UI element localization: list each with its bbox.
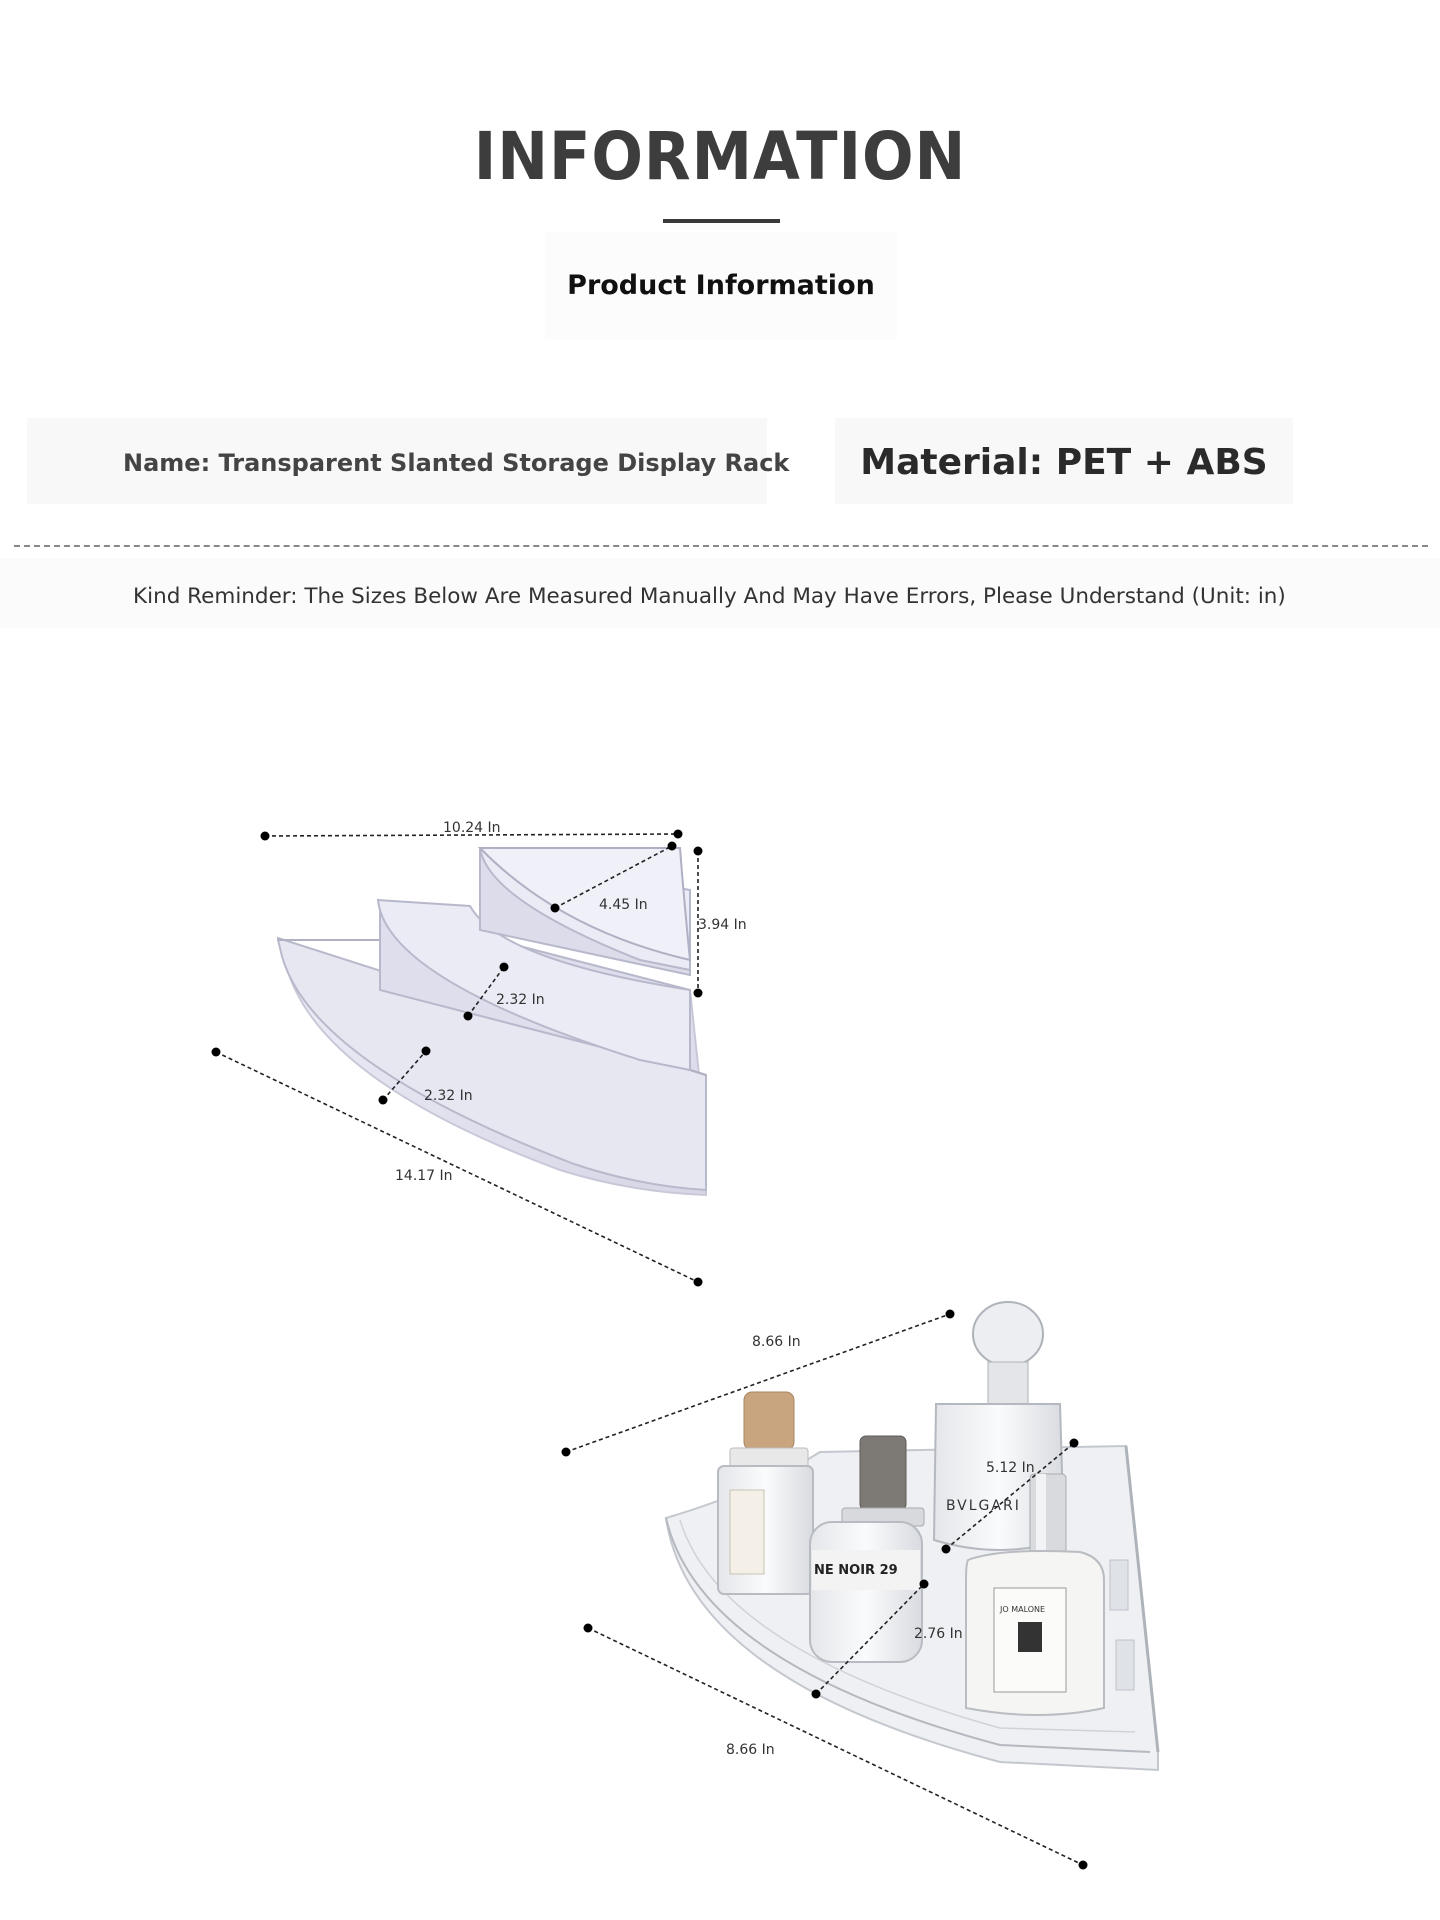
bottle-3-label: BVLGARI <box>946 1498 1021 1514</box>
rack-step-1-label: 2.32 In <box>496 992 545 1008</box>
measurement-reminder: Kind Reminder: The Sizes Below Are Measured Manually And May Have Errors, Please Understand (Unit: in) <box>133 584 1286 609</box>
tray-side-back-label: 8.66 In <box>752 1334 801 1350</box>
tray-side-front-label: 8.66 In <box>726 1742 775 1758</box>
page-title: INFORMATION <box>473 118 967 195</box>
tray-height-label: 5.12 In <box>986 1460 1035 1476</box>
section-subtitle: Product Information <box>567 270 875 301</box>
rack-width-label: 10.24 In <box>443 820 501 836</box>
rack-step-2-label: 2.32 In <box>424 1088 473 1104</box>
rack-bottom-width-label: 14.17 In <box>395 1168 453 1184</box>
product-material: Material: PET + ABS <box>860 442 1268 483</box>
tray-depth-label: 2.76 In <box>914 1626 963 1642</box>
bottle-4-label: JO MALONE <box>1000 1605 1046 1614</box>
perfume-bottle-1 <box>718 1392 813 1594</box>
product-name: Name: Transparent Slanted Storage Display Rack <box>123 449 790 477</box>
rack-top-depth-label: 4.45 In <box>599 897 648 913</box>
bottle-2-label: NE NOIR 29 <box>814 1563 898 1578</box>
rack-height-label: 3.94 In <box>698 917 747 933</box>
